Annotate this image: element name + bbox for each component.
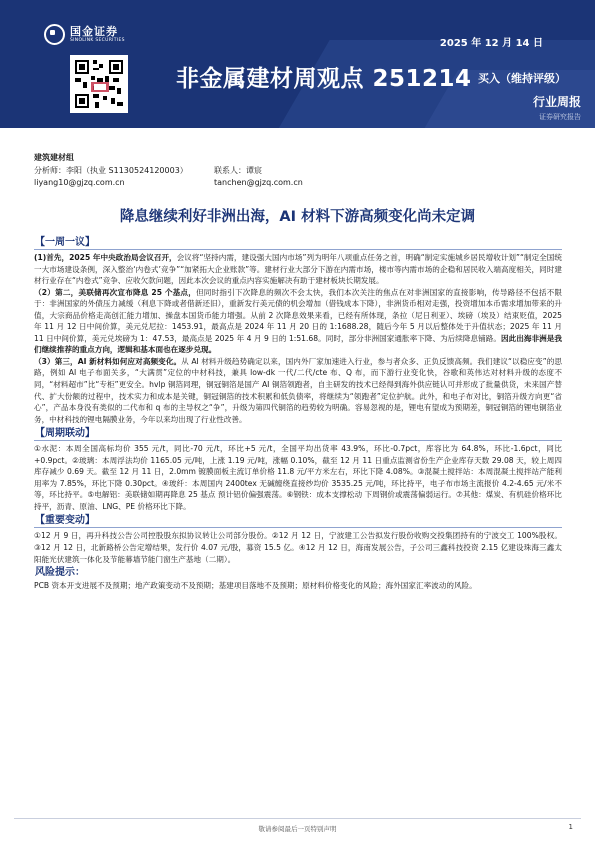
report-title: 非金属建材周观点 251214 bbox=[176, 66, 472, 92]
brand-name-cn: 国金证券 bbox=[70, 24, 118, 38]
report-banner bbox=[0, 0, 595, 128]
risk-paragraph: PCB 资本开支进展不及预期；地产政策变动不及预期；基建项目落地不及预期；原材料价格变化的风险；海外国家汇率波动的风险。 bbox=[34, 581, 477, 591]
paragraph-text: 但同时指引下次降息的频次不会太快，我们本次关注的焦点在对非洲国家的直接影响，传导路径不包括不限于：非洲国家的外债压力减缓（利息下降或者借新还旧），重新发行美元债的机会增加（借钱成本下降），非洲货币相对走强，投资增加本币需求增加带来的升值，大宗商品价格走高创汇能力增加、操盘本国货币能力增强。从前 2 次降息效果来看，已经有所体现，条拉（尼日利亚）、埃磅（埃及）结束贬值，2025 年 11 月 12 日中间价算，美元兑尼拉：1453.91，最高点是 2024 年 11 月 20 日的 1:1688.28，随后今年 5 月以后整体处于升值状态；2025 年 11 月 11 日中间价算，美元兑埃磅为 1：47.53，最高点是 2025 年 4 月 9 日的 1:51.68。同时，部分非洲国家通胀率下降、为后续降息铺路。 bbox=[34, 287, 562, 343]
section-heading-changes: 【重要变动】 bbox=[34, 514, 562, 528]
qr-code-icon bbox=[70, 55, 128, 113]
footer-disclaimer[interactable]: 敬请参阅最后一页特别声明 bbox=[258, 825, 337, 833]
paragraph-lead: （3）第三，AI 新材料如何应对高频变化。 bbox=[34, 356, 182, 366]
report-body bbox=[34, 236, 562, 592]
brand-logo bbox=[44, 24, 125, 45]
paragraph-text: 从 AI 材料升级趋势确定以来，国内外厂家加速进入行业，参与者众多、正负反馈高频。我们建议“以稳应变”的思路，例如 AI 电子布面关多，“大满贯”定位的中材科技，兼具 low-dk 一代/二代/cte 布、Q 布，而下游行业变化快，谷歌和英伟达对材料升级的态度不同，“材料超市”比“专柜”更安全。hvlp 铜箔同理，铜冠铜箔是国产 AI 铜箔领跑者，自主研发的技术已经得到海外供应链认可并形成了批量供货，未来国产替代、扩大份额的过程中，技术实力和成本是关键，铜冠铜箔的技术积累和低负债率，将继续为“领跑者”定位护航。此外，和电子布对比，铜箔升级方向更“省心”，产品本身没有类似的二代布和 q 布的主导权之“争”，升级为第四代铜箔的趋势较为明确。容易忽视的是，锂电有望成为预期差，铜冠铜箔的锂电铜箔业务，中材科技的锂电隔膜业务，今年以来均出现了行业性改善。 bbox=[34, 356, 562, 424]
footer-divider bbox=[14, 818, 581, 819]
section-heading-weekly-topic: 【一周一议】 bbox=[34, 236, 562, 250]
analyst-block bbox=[34, 152, 554, 190]
analyst-name: 分析师：李阳（执业 S1130524120003） bbox=[34, 165, 188, 175]
paragraph-text: 会议将“坚持内需，建设强大国内市场”列为明年八项重点任务之首，明确“制定实施城乡居民增收计划”“制定全国统一大市场建设条例，深入整治‘内卷式’竞争”“加紧拓大企业账款”等。建材行业大部分下游在内需市场，楼市等内需市场的企稳和居民收入端高度相关，同时建材行业存在“内卷式”竞争、应收欠款问题，因此本次会议的重点内容实施解决有助于建材板块长期发展。 bbox=[34, 253, 562, 286]
contact-email[interactable]: tanchen@gjzq.com.cn bbox=[214, 178, 303, 187]
section-heading-risk: 风险提示： bbox=[35, 567, 85, 579]
weekly-topic-paragraph-2 bbox=[34, 287, 562, 356]
report-subtitle: 证券研究报告 bbox=[539, 113, 581, 121]
sector-group: 建筑建材组 bbox=[34, 153, 74, 162]
cycle-paragraph: ①水泥：本周全国高标均价 355 元/t，同比-70 元/t，环比+5 元/t，全国平均出货率 43.9%，环比-0.7pct，库容比为 64.8%，环比-1.6pct，同比+0.9pct。②玻璃：本周浮法均价 1165.05 元/吨，上涨 1.19 元/吨，涨幅 0.10%，截至 12 月 11 日重点监测省份生产企业库存天数 29.08 天，较上周四库存减少 0.69 天。截至 12 月 11 日，2.0mm 镀膜面板主流订单价格 11.8 元/平方米左右，环比下降 4.08%。③混凝土搅拌站：本周混凝土搅拌站产能利用率为 7.85%，环比下降 0.30pct。④玻纤：本周国内 2400tex 无碱缠绕直接纱均价 3535.25 元/吨，环比持平，电子布市场主流报价 4.2-4.65 元/米不等，环比持平。⑤电解铝：美联储如期再降息 25 基点 预计铝价偏强震荡。⑥钢铁：成本支撑松动 下周钢价或震荡偏弱运行。⑦其他：煤炭、有机硅价格环比持平，沥青、原油、LNG、PE 价格环比下降。 bbox=[34, 444, 562, 511]
changes-paragraph: ①12 月 9 日，再升科技公告公司控股股东拟协议转让公司部分股份。②12 月 12 日，宁波建工公告拟发行股份收购交投集团持有的宁波交工 100%股权。③12 月 12 日，北新路桥公告定增结果，发行价 4.07 元/股，募资 15.5 亿。④12 月 12 日，海南发展公告，子公司三鑫科技投资 2.15 亿建设珠海三鑫太阳能光伏建筑一体化及节能幕墙节能门窗生产基地（二期）。 bbox=[34, 531, 562, 564]
rating-badge: 买入（维持评级） bbox=[478, 72, 566, 85]
page-number: 1 bbox=[568, 823, 573, 831]
contact-name: 联系人：谭宸 bbox=[214, 165, 262, 175]
paragraph-lead: （2）第二，美联储再次宣布降息 25 个基点， bbox=[34, 287, 196, 297]
analyst-email[interactable]: liyang10@gjzq.com.cn bbox=[34, 178, 125, 187]
paragraph-lead: (1)首先，2025 年中央政治局会议召开， bbox=[34, 253, 177, 262]
section-heading-cycle: 【周期联动】 bbox=[34, 427, 562, 441]
brand-name-en: SINOLINK SECURITIES bbox=[70, 37, 125, 43]
brand-logo-icon bbox=[44, 24, 65, 45]
weekly-topic-paragraph-1 bbox=[34, 252, 562, 287]
report-type: 行业周报 bbox=[532, 95, 581, 109]
report-date: 2025 年 12 月 14 日 bbox=[439, 38, 543, 49]
headline: 降息继续利好非洲出海，AI 材料下游高频变化尚未定调 bbox=[119, 209, 476, 225]
paragraph-conclusion: 因此出海非洲是我们继续推荐的重点方向，逻辑和基本面也在逐步兑现。 bbox=[34, 333, 562, 355]
weekly-topic-paragraph-3 bbox=[34, 356, 562, 425]
